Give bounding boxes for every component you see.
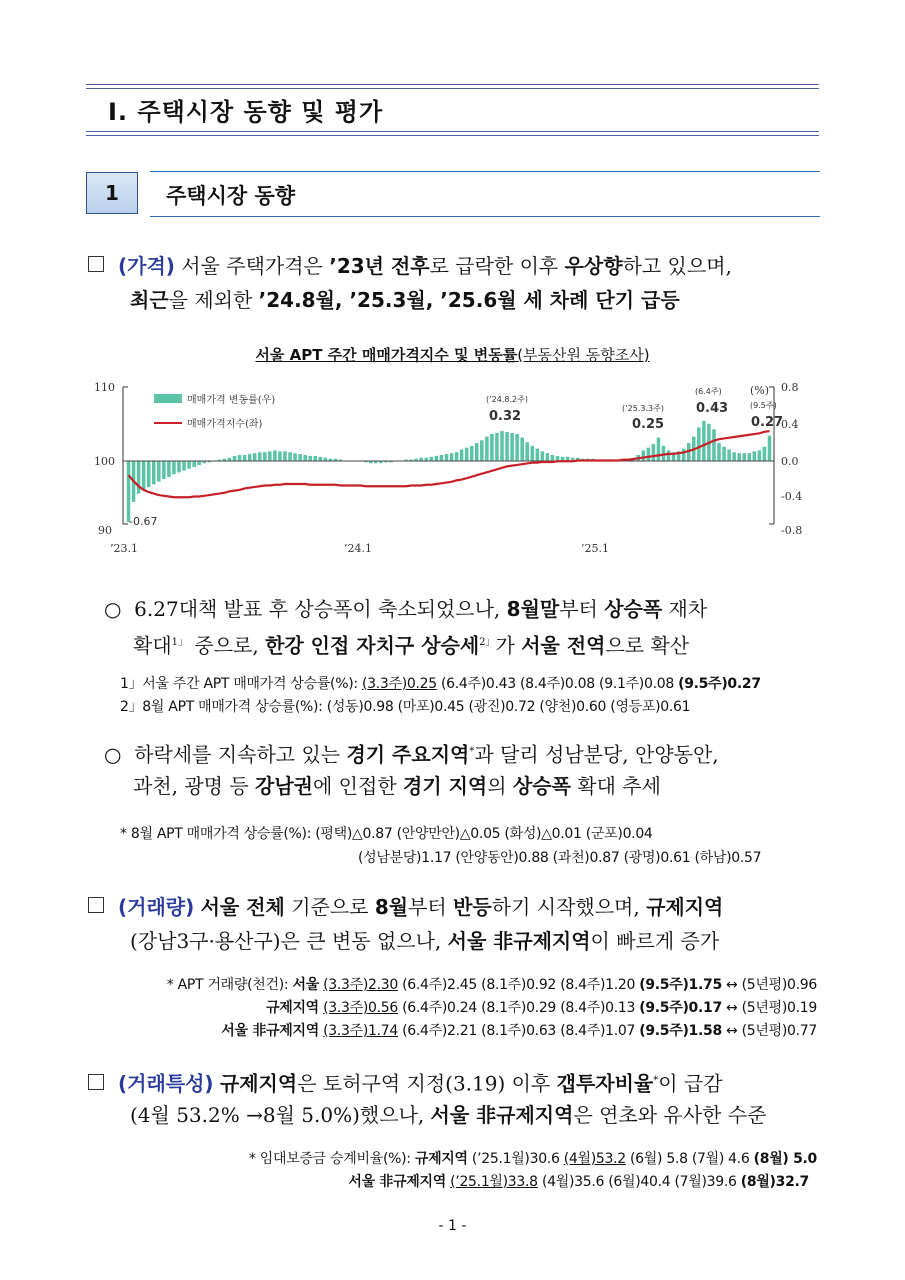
change-bar (662, 446, 666, 461)
change-bar (763, 447, 767, 461)
y-left-tick-110: 110 (94, 381, 115, 394)
footnote-4-row3: 서울 非규제지역 (3.3주)1.74 (6.4주)2.21 (8.1주)0.63 (8.4주)1.07 (9.5주)1.58 ↔ (5년평)0.77 (221, 1023, 817, 1039)
legend-label-line: 매매가격지수(좌) (187, 419, 263, 430)
chart-title: 서울 APT 주간 매매가격지수 및 변동률(부동산원 동향조사) (255, 346, 650, 364)
change-bar (253, 453, 257, 460)
change-bar (732, 452, 736, 460)
change-bar (748, 453, 752, 460)
change-bar (419, 458, 423, 461)
change-bar (414, 459, 418, 461)
chapter-title: Ⅰ. 주택시장 동향 및 평가 (108, 98, 384, 126)
change-bar (480, 440, 484, 460)
change-bar (298, 454, 302, 460)
bullet-1-line2: 확대$^{1」}$ 중으로, 한강 인접 자치구 상승세$^{2」}$가 서울 전역으로 확산 (133, 633, 690, 658)
change-rate-bars (127, 421, 771, 522)
section-rule-top (150, 171, 820, 172)
annotation-value-9-5: 0.27 (751, 415, 784, 430)
footnote-2: 2」8월 APT 매매가격 상승률(%): (성동)0.98 (마포)0.45 (광진)0.72 (양천)0.60 (영등포)0.61 (120, 699, 691, 715)
change-bar (722, 447, 726, 461)
change-bar (561, 457, 565, 461)
change-bar (430, 457, 434, 461)
change-bar (450, 453, 454, 460)
paragraph-volume-line1: (거래량) 서울 전체 기준으로 8월부터 반등하기 시작했으며, 규제지역 (88, 890, 723, 924)
footnote-4-row1: * APT 거래량(천건): 서울 (3.3주)2.30 (6.4주)2.45 (8.1주)0.92 (8.4주)1.20 (9.5주)1.75 ↔ (5년평)0.96 (166, 977, 817, 993)
y-right-tick--0.8: -0.8 (781, 524, 803, 537)
change-bar (283, 451, 287, 460)
change-bar (152, 461, 156, 485)
change-bar (324, 458, 328, 461)
change-bar (495, 433, 499, 461)
paragraph-price-line2: 최근을 제외한 ’24.8월, ’25.3월, ’25.6월 세 차례 단기 급등 (130, 288, 680, 312)
paragraph-trade-line2: (4월 53.2% →8월 5.0%)했으나, 서울 非규제지역은 연초와 유사한 수준 (130, 1103, 767, 1127)
price-chart (86, 374, 816, 554)
checkbox-icon (88, 256, 104, 272)
change-bar (288, 452, 292, 460)
section-rule-bottom (150, 216, 820, 217)
chapter-rule-bottom-2 (86, 135, 819, 136)
annotation-value-24-8: 0.32 (489, 409, 522, 424)
change-bar (652, 444, 656, 461)
annotation-value-25-3: 0.25 (632, 417, 665, 432)
change-bar (147, 461, 151, 488)
change-bar (682, 449, 686, 461)
legend-swatch-bars (154, 394, 182, 403)
change-bar (490, 434, 494, 461)
footnote-5-row2: 서울 非규제지역 (’25.1월)33.8 (4월)35.6 (6월)40.4 (7월)39.6 (8월)32.7 (348, 1174, 809, 1190)
change-bar (218, 460, 222, 461)
change-bar (642, 450, 646, 460)
change-bar (460, 449, 464, 460)
bullet-2-line1: ○ 하락세를 지속하고 있는 경기 주요지역*과 달리 성남분당, 안양동안, (104, 742, 719, 767)
change-bar (657, 438, 661, 461)
change-bar (425, 458, 429, 461)
change-bar (525, 442, 529, 460)
annotation-date-9-5: (9.5주) (750, 401, 777, 410)
change-bar (228, 458, 232, 461)
annotation-date-24-8: (’24.8.2주) (486, 395, 528, 404)
change-bar (238, 455, 242, 461)
change-bar (647, 448, 651, 461)
change-bar (758, 450, 762, 460)
change-bar (440, 455, 444, 461)
change-bar (308, 456, 312, 461)
change-bar (258, 452, 262, 460)
y-right-unit: (%) (750, 384, 770, 397)
change-bar (263, 452, 267, 460)
footnote-3-line2: (성남분당)1.17 (안양동안)0.88 (과천)0.87 (광명)0.61 (하남)0.57 (358, 850, 762, 866)
change-bar (753, 451, 757, 460)
change-bar (329, 459, 333, 461)
change-bar (485, 437, 489, 461)
change-bar (273, 450, 277, 460)
change-bar (278, 451, 282, 460)
change-bar (500, 431, 504, 460)
chapter-rule-top-1 (86, 84, 819, 85)
change-bar (223, 459, 227, 461)
change-bar (319, 457, 323, 461)
chapter-rule-top-2 (86, 88, 819, 89)
change-bar (187, 461, 191, 469)
annotation-date-25-3: (’25.3.3주) (622, 404, 664, 413)
change-bar (702, 421, 706, 461)
change-bar (142, 461, 146, 490)
change-bar (334, 459, 338, 461)
y-left-tick-90: 90 (98, 524, 112, 537)
change-bar (127, 461, 131, 523)
x-tick-25-1: ’25.1 (581, 542, 609, 554)
change-bar (339, 460, 343, 461)
paragraph-price-line1: (가격) 서울 주택가격은 ’23년 전후로 급락한 이후 우상향하고 있으며, (88, 249, 732, 283)
change-bar (697, 427, 701, 460)
change-bar (445, 454, 449, 460)
paragraph-volume-line2: (강남3구·용산구)은 큰 변동 없으나, 서울 非규제지역이 빠르게 증가 (130, 929, 720, 953)
change-bar (531, 446, 535, 461)
change-bar (505, 432, 509, 460)
change-bar (667, 450, 671, 460)
change-bar (243, 455, 247, 461)
checkbox-icon (88, 897, 104, 913)
annotation-min-value: -0.67 (129, 515, 158, 528)
annotation-value-6-4: 0.43 (696, 401, 729, 416)
change-bar (167, 461, 171, 478)
change-bar (717, 443, 721, 460)
change-bar (551, 455, 555, 461)
change-bar (172, 461, 176, 475)
change-bar (737, 453, 741, 460)
change-bar (536, 449, 540, 461)
x-tick-24-1: ’24.1 (344, 542, 372, 554)
change-bar (712, 429, 716, 460)
y-left-tick-100: 100 (94, 455, 115, 468)
change-bar (546, 453, 550, 460)
chapter-rule-bottom-1 (86, 131, 819, 132)
change-bar (475, 443, 479, 460)
bullet-1-line1: ○ 6.27대책 발표 후 상승폭이 축소되었으나, 8월말부터 상승폭 재차 (104, 597, 708, 621)
change-bar (157, 461, 161, 482)
change-bar (303, 455, 307, 461)
change-bar (520, 438, 524, 461)
change-bar (727, 449, 731, 460)
x-tick-23-1: ’23.1 (110, 542, 138, 554)
change-bar (182, 461, 186, 471)
change-bar (268, 451, 272, 460)
legend-label-bars: 매매가격 변동률(우) (187, 395, 276, 406)
change-bar (177, 461, 181, 473)
checkbox-icon (88, 1074, 104, 1090)
section-number: 1 (86, 172, 138, 214)
change-bar (435, 456, 439, 461)
change-bar (556, 456, 560, 461)
y-right-tick-0.0: 0.0 (781, 455, 799, 468)
change-bar (233, 456, 237, 461)
change-bar (768, 436, 772, 461)
change-bar (313, 456, 317, 461)
footnote-4-row2: 규제지역 (3.3주)0.56 (6.4주)0.24 (8.1주)0.29 (8.4주)0.13 (9.5주)0.17 ↔ (5년평)0.19 (266, 1000, 817, 1016)
page-number: - 1 - (438, 1218, 467, 1234)
change-bar (470, 446, 474, 461)
change-bar (515, 434, 519, 461)
y-right-tick-0.8: 0.8 (781, 381, 799, 394)
footnote-1: 1」서울 주간 APT 매매가격 상승률(%): (3.3주)0.25 (6.4주)0.43 (8.4주)0.08 (9.1주)0.08 (9.5주)0.27 (120, 676, 761, 692)
section-title: 주택시장 동향 (166, 184, 296, 208)
change-bar (293, 453, 297, 460)
y-right-tick--0.4: -0.4 (781, 490, 803, 503)
change-bar (248, 454, 252, 460)
change-bar (404, 460, 408, 461)
change-bar (510, 433, 514, 461)
change-bar (409, 460, 413, 461)
bullet-2-line2: 과천, 광명 등 강남권에 인접한 경기 지역의 상승폭 확대 추세 (133, 774, 661, 798)
change-bar (742, 453, 746, 460)
change-bar (455, 452, 459, 460)
change-bar (162, 461, 166, 479)
change-bar (465, 448, 469, 461)
change-bar (541, 451, 545, 460)
footnote-5-row1: * 임대보증금 승계비율(%): 규제지역 (’25.1월)30.6 (4월)53.2 (6월) 5.8 (7월) 4.6 (8월) 5.0 (248, 1151, 817, 1167)
change-bar (566, 457, 570, 461)
footnote-3-line1: * 8월 APT 매매가격 상승률(%): (평택)△0.87 (안양만안)△0.05 (화성)△0.01 (군포)0.04 (120, 826, 653, 842)
annotation-date-6-4: (6.4주) (695, 387, 722, 396)
y-right-tick-0.4: 0.4 (781, 418, 799, 431)
paragraph-trade-line1: (거래특성) 규제지역은 토허구역 지정(3.19) 이후 갭투자비율*이 급감 (88, 1064, 723, 1101)
change-bar (137, 461, 141, 494)
price-index-line (129, 431, 770, 497)
